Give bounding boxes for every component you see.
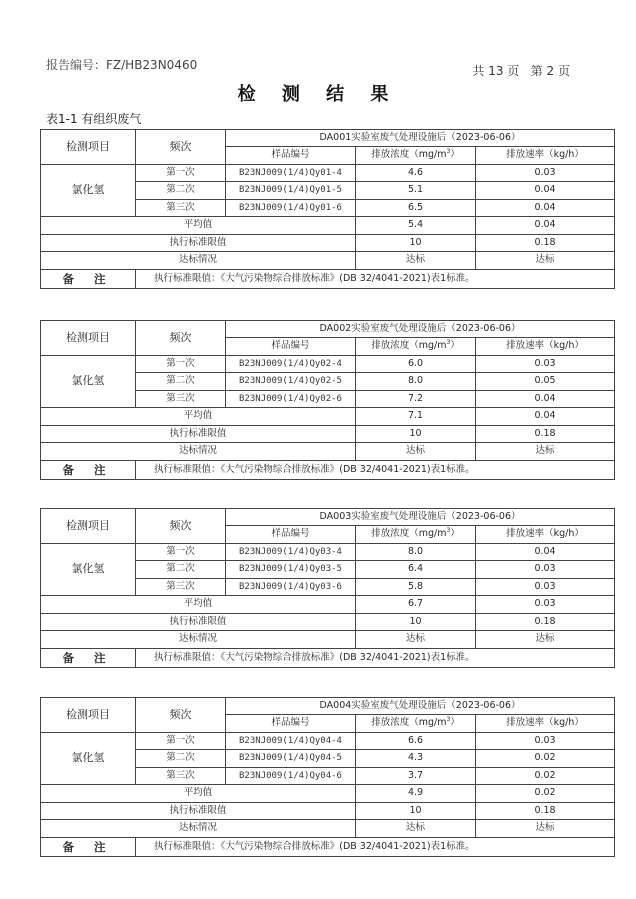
concentration-cell: 7.2 (356, 390, 476, 408)
item-header: 检测项目 (41, 509, 136, 544)
table-row (41, 543, 615, 561)
rate-cell: 0.03 (476, 561, 615, 579)
frequency-cell: 第三次 (136, 578, 226, 596)
limit-row (41, 234, 615, 252)
page-total: 共 13 页 (472, 64, 520, 78)
rate-cell: 0.03 (476, 578, 615, 596)
average-row-label: 平均值 (41, 217, 356, 235)
limit-row (41, 802, 615, 820)
item-header: 检测项目 (41, 698, 136, 733)
limit-row-rate: 0.18 (476, 613, 615, 631)
concentration-cell: 6.6 (356, 732, 476, 750)
average-row-rate: 0.04 (476, 217, 615, 235)
limit-row (41, 613, 615, 631)
average-row-rate: 0.03 (476, 596, 615, 614)
page-indicator (472, 62, 570, 79)
concentration-cell: 6.0 (356, 355, 476, 373)
limit-row-rate: 0.18 (476, 802, 615, 820)
note-row (41, 460, 615, 479)
table-caption: 表1-1 有组织废气 (46, 112, 142, 126)
test-item: 氯化氢 (41, 164, 136, 217)
compliance-row-rate: 达标 (476, 631, 615, 649)
item-header: 检测项目 (41, 321, 136, 356)
sample-id-cell: B23NJ009(1/4)Qy04-4 (226, 732, 356, 750)
rate-cell: 0.04 (476, 199, 615, 217)
rate-header: 排放速率（kg/h） (476, 147, 615, 165)
compliance-row-label: 达标情况 (41, 820, 356, 838)
average-row-label: 平均值 (41, 408, 356, 426)
limit-row-label: 执行标准限值 (41, 613, 356, 631)
concentration-cell: 6.5 (356, 199, 476, 217)
note-label: 备 注 (41, 269, 136, 288)
facility-title: DA001实验室废气处理设施后（2023-06-06） (226, 130, 615, 147)
page-current: 第 2 页 (530, 64, 570, 78)
average-row-rate: 0.02 (476, 785, 615, 803)
frequency-cell: 第一次 (136, 732, 226, 750)
sample-id-header: 样品编号 (226, 147, 356, 165)
note-row (41, 648, 615, 667)
note-row (41, 837, 615, 856)
average-row-concentration: 5.4 (356, 217, 476, 235)
concentration-cell: 4.3 (356, 750, 476, 768)
rate-cell: 0.02 (476, 767, 615, 785)
average-row-rate: 0.04 (476, 408, 615, 426)
concentration-cell: 5.1 (356, 182, 476, 200)
facility-title: DA003实验室废气处理设施后（2023-06-06） (226, 509, 615, 526)
limit-row-label: 执行标准限值 (41, 425, 356, 443)
note-text: 执行标准限值：《大气污染物综合排放标准》(DB 32/4041-2021)表1标准。 (136, 460, 615, 479)
limit-row-rate: 0.18 (476, 234, 615, 252)
frequency-header: 频次 (136, 321, 226, 356)
average-row-concentration: 6.7 (356, 596, 476, 614)
limit-row-concentration: 10 (356, 802, 476, 820)
compliance-row (41, 443, 615, 461)
concentration-header: 排放浓度$(mg/m^3)$ (356, 147, 476, 165)
rate-cell: 0.03 (476, 164, 615, 182)
concentration-cell: 8.0 (356, 373, 476, 391)
rate-cell: 0.04 (476, 390, 615, 408)
limit-row-concentration: 10 (356, 425, 476, 443)
concentration-header: 排放浓度$(mg/m^3)$ (356, 526, 476, 544)
sample-id-header: 样品编号 (226, 715, 356, 733)
compliance-row (41, 631, 615, 649)
compliance-row (41, 820, 615, 838)
page-title: 检 测 结 果 (237, 84, 399, 105)
frequency-cell: 第一次 (136, 355, 226, 373)
frequency-header: 频次 (136, 698, 226, 733)
result-table-1 (40, 129, 615, 289)
rate-header: 排放速率（kg/h） (476, 526, 615, 544)
note-label: 备 注 (41, 837, 136, 856)
concentration-cell: 8.0 (356, 543, 476, 561)
frequency-cell: 第二次 (136, 182, 226, 200)
compliance-row-rate: 达标 (476, 252, 615, 270)
note-text: 执行标准限值：《大气污染物综合排放标准》(DB 32/4041-2021)表1标准。 (136, 648, 615, 667)
compliance-row-label: 达标情况 (41, 252, 356, 270)
rate-header: 排放速率（kg/h） (476, 338, 615, 356)
concentration-header: 排放浓度$(mg/m^3)$ (356, 338, 476, 356)
limit-row-concentration: 10 (356, 234, 476, 252)
concentration-header: 排放浓度$(mg/m^3)$ (356, 715, 476, 733)
compliance-row-concentration: 达标 (356, 443, 476, 461)
result-table-3 (40, 508, 615, 668)
sample-id-header: 样品编号 (226, 338, 356, 356)
note-label: 备 注 (41, 460, 136, 479)
frequency-cell: 第三次 (136, 767, 226, 785)
limit-row-concentration: 10 (356, 613, 476, 631)
concentration-cell: 3.7 (356, 767, 476, 785)
rate-cell: 0.03 (476, 355, 615, 373)
note-text: 执行标准限值：《大气污染物综合排放标准》(DB 32/4041-2021)表1标准。 (136, 837, 615, 856)
note-row (41, 269, 615, 288)
sample-id-cell: B23NJ009(1/4)Qy03-5 (226, 561, 356, 579)
average-row-label: 平均值 (41, 596, 356, 614)
note-label: 备 注 (41, 648, 136, 667)
result-table-2 (40, 320, 615, 480)
limit-row (41, 425, 615, 443)
limit-row-label: 执行标准限值 (41, 234, 356, 252)
rate-cell: 0.02 (476, 750, 615, 768)
compliance-row-concentration: 达标 (356, 820, 476, 838)
frequency-cell: 第三次 (136, 199, 226, 217)
note-text: 执行标准限值：《大气污染物综合排放标准》(DB 32/4041-2021)表1标准。 (136, 269, 615, 288)
sample-id-cell: B23NJ009(1/4)Qy02-5 (226, 373, 356, 391)
sample-id-cell: B23NJ009(1/4)Qy03-4 (226, 543, 356, 561)
limit-row-rate: 0.18 (476, 425, 615, 443)
sample-id-cell: B23NJ009(1/4)Qy01-5 (226, 182, 356, 200)
average-row-concentration: 7.1 (356, 408, 476, 426)
average-row-concentration: 4.9 (356, 785, 476, 803)
concentration-cell: 5.8 (356, 578, 476, 596)
frequency-header: 频次 (136, 509, 226, 544)
average-row (41, 217, 615, 235)
compliance-row (41, 252, 615, 270)
compliance-row-concentration: 达标 (356, 252, 476, 270)
test-item: 氯化氢 (41, 355, 136, 408)
frequency-cell: 第二次 (136, 373, 226, 391)
compliance-row-label: 达标情况 (41, 631, 356, 649)
facility-title: DA002实验室废气处理设施后（2023-06-06） (226, 321, 615, 338)
average-row (41, 408, 615, 426)
test-item: 氯化氢 (41, 732, 136, 785)
frequency-cell: 第三次 (136, 390, 226, 408)
table-row (41, 732, 615, 750)
concentration-cell: 6.4 (356, 561, 476, 579)
sample-id-header: 样品编号 (226, 526, 356, 544)
compliance-row-rate: 达标 (476, 443, 615, 461)
rate-header: 排放速率（kg/h） (476, 715, 615, 733)
table-row (41, 164, 615, 182)
frequency-cell: 第二次 (136, 561, 226, 579)
sample-id-cell: B23NJ009(1/4)Qy02-4 (226, 355, 356, 373)
sample-id-cell: B23NJ009(1/4)Qy04-5 (226, 750, 356, 768)
sample-id-cell: B23NJ009(1/4)Qy02-6 (226, 390, 356, 408)
compliance-row-label: 达标情况 (41, 443, 356, 461)
concentration-cell: 4.6 (356, 164, 476, 182)
sample-id-cell: B23NJ009(1/4)Qy01-4 (226, 164, 356, 182)
report-number: 报告编号：FZ/HB23N0460 (46, 58, 198, 72)
limit-row-label: 执行标准限值 (41, 802, 356, 820)
item-header: 检测项目 (41, 130, 136, 165)
rate-cell: 0.05 (476, 373, 615, 391)
frequency-cell: 第一次 (136, 164, 226, 182)
facility-title: DA004实验室废气处理设施后（2023-06-06） (226, 698, 615, 715)
sample-id-cell: B23NJ009(1/4)Qy04-6 (226, 767, 356, 785)
table-row (41, 355, 615, 373)
rate-cell: 0.03 (476, 732, 615, 750)
sample-id-cell: B23NJ009(1/4)Qy03-6 (226, 578, 356, 596)
average-row (41, 785, 615, 803)
sample-id-cell: B23NJ009(1/4)Qy01-6 (226, 199, 356, 217)
average-row (41, 596, 615, 614)
frequency-header: 频次 (136, 130, 226, 165)
frequency-cell: 第二次 (136, 750, 226, 768)
compliance-row-concentration: 达标 (356, 631, 476, 649)
compliance-row-rate: 达标 (476, 820, 615, 838)
rate-cell: 0.04 (476, 543, 615, 561)
average-row-label: 平均值 (41, 785, 356, 803)
rate-cell: 0.04 (476, 182, 615, 200)
test-item: 氯化氢 (41, 543, 136, 596)
frequency-cell: 第一次 (136, 543, 226, 561)
result-table-4 (40, 697, 615, 857)
